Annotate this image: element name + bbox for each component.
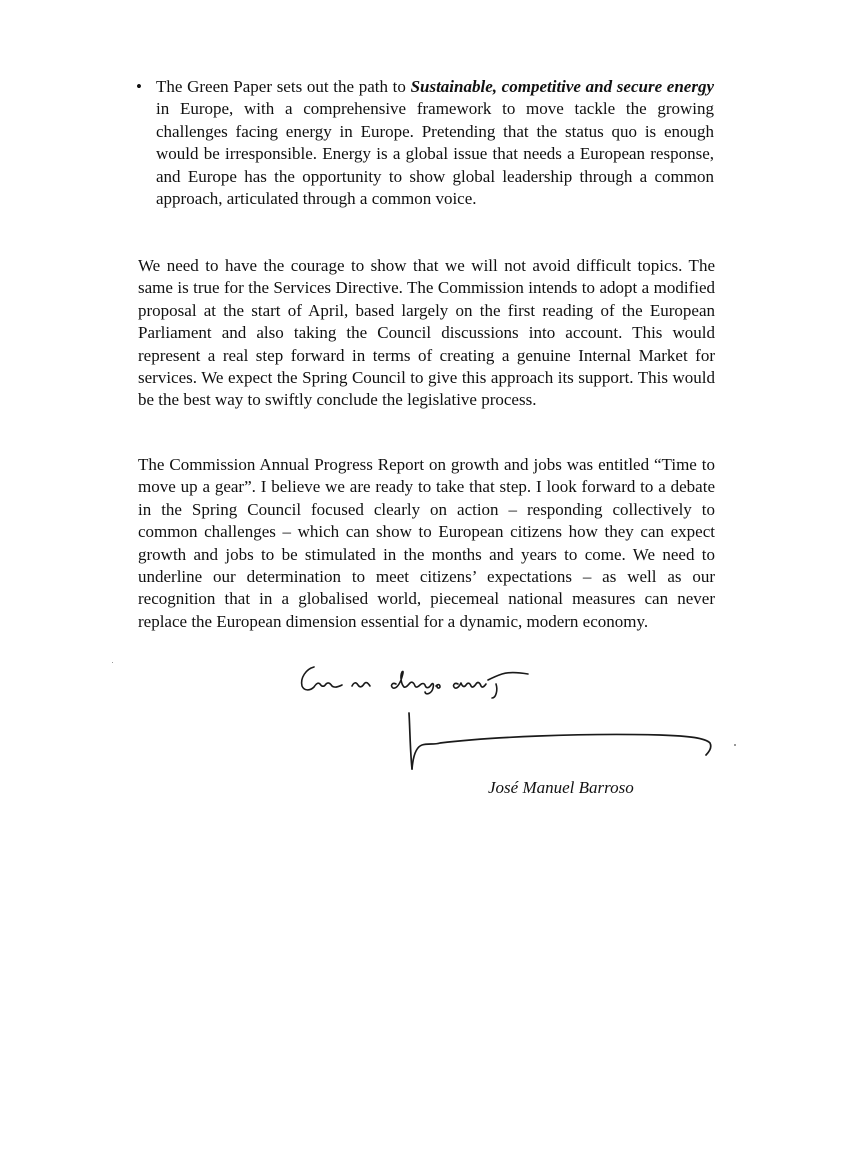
bullet-text [156, 76, 714, 210]
bullet-dot-icon: • [136, 77, 142, 96]
scan-speck [734, 744, 736, 746]
handwritten-closing [296, 660, 546, 700]
signature [400, 705, 730, 775]
bullet-emphasis-text: Sustainable, competitive and secure energy [410, 77, 714, 96]
bullet-rest-text: in Europe, with a comprehensive framework to move tackle the growing challenges facing energy in Europe. Pretending that the status quo is enough would be irresponsible. Energy is a global issue that needs a European response, and Europe has the opportunity to show global leadership through a common approach, articulated through a common voice. [156, 99, 714, 209]
paragraph-progress-report: The Commission Annual Progress Report on growth and jobs was entitled “Time to move up a gear”. I believe we are ready to take that step. I look forward to a debate in the Spring Council focused clearly on action – responding collectively to common challenges – which can show to European citizens how they can expect growth and jobs to be stimulated in the months and years to come. We need to underline our determination to meet citizens’ expectations – as well as our recognition that in a globalised world, piecemeal national measures can never replace the European dimension essential for a dynamic, modern economy. [138, 455, 715, 631]
bullet-lead-text: The Green Paper sets out the path to [156, 77, 411, 96]
signatory-name: José Manuel Barroso [488, 778, 634, 797]
scan-speck [112, 662, 113, 663]
paragraph-services-directive: We need to have the courage to show that we will not avoid difficult topics. The same is true for the Services Directive. The Commission intends to adopt a modified proposal at the start of April, based largely on the first reading of the European Parliament and also taking the Council discussions into account. This would represent a real step forward in terms of creating a genuine Internal Market for services. We expect the Spring Council to give this approach its support. This would be the best way to swiftly conclude the legislative process. [138, 256, 715, 410]
bullet-item-green-paper [136, 76, 714, 210]
